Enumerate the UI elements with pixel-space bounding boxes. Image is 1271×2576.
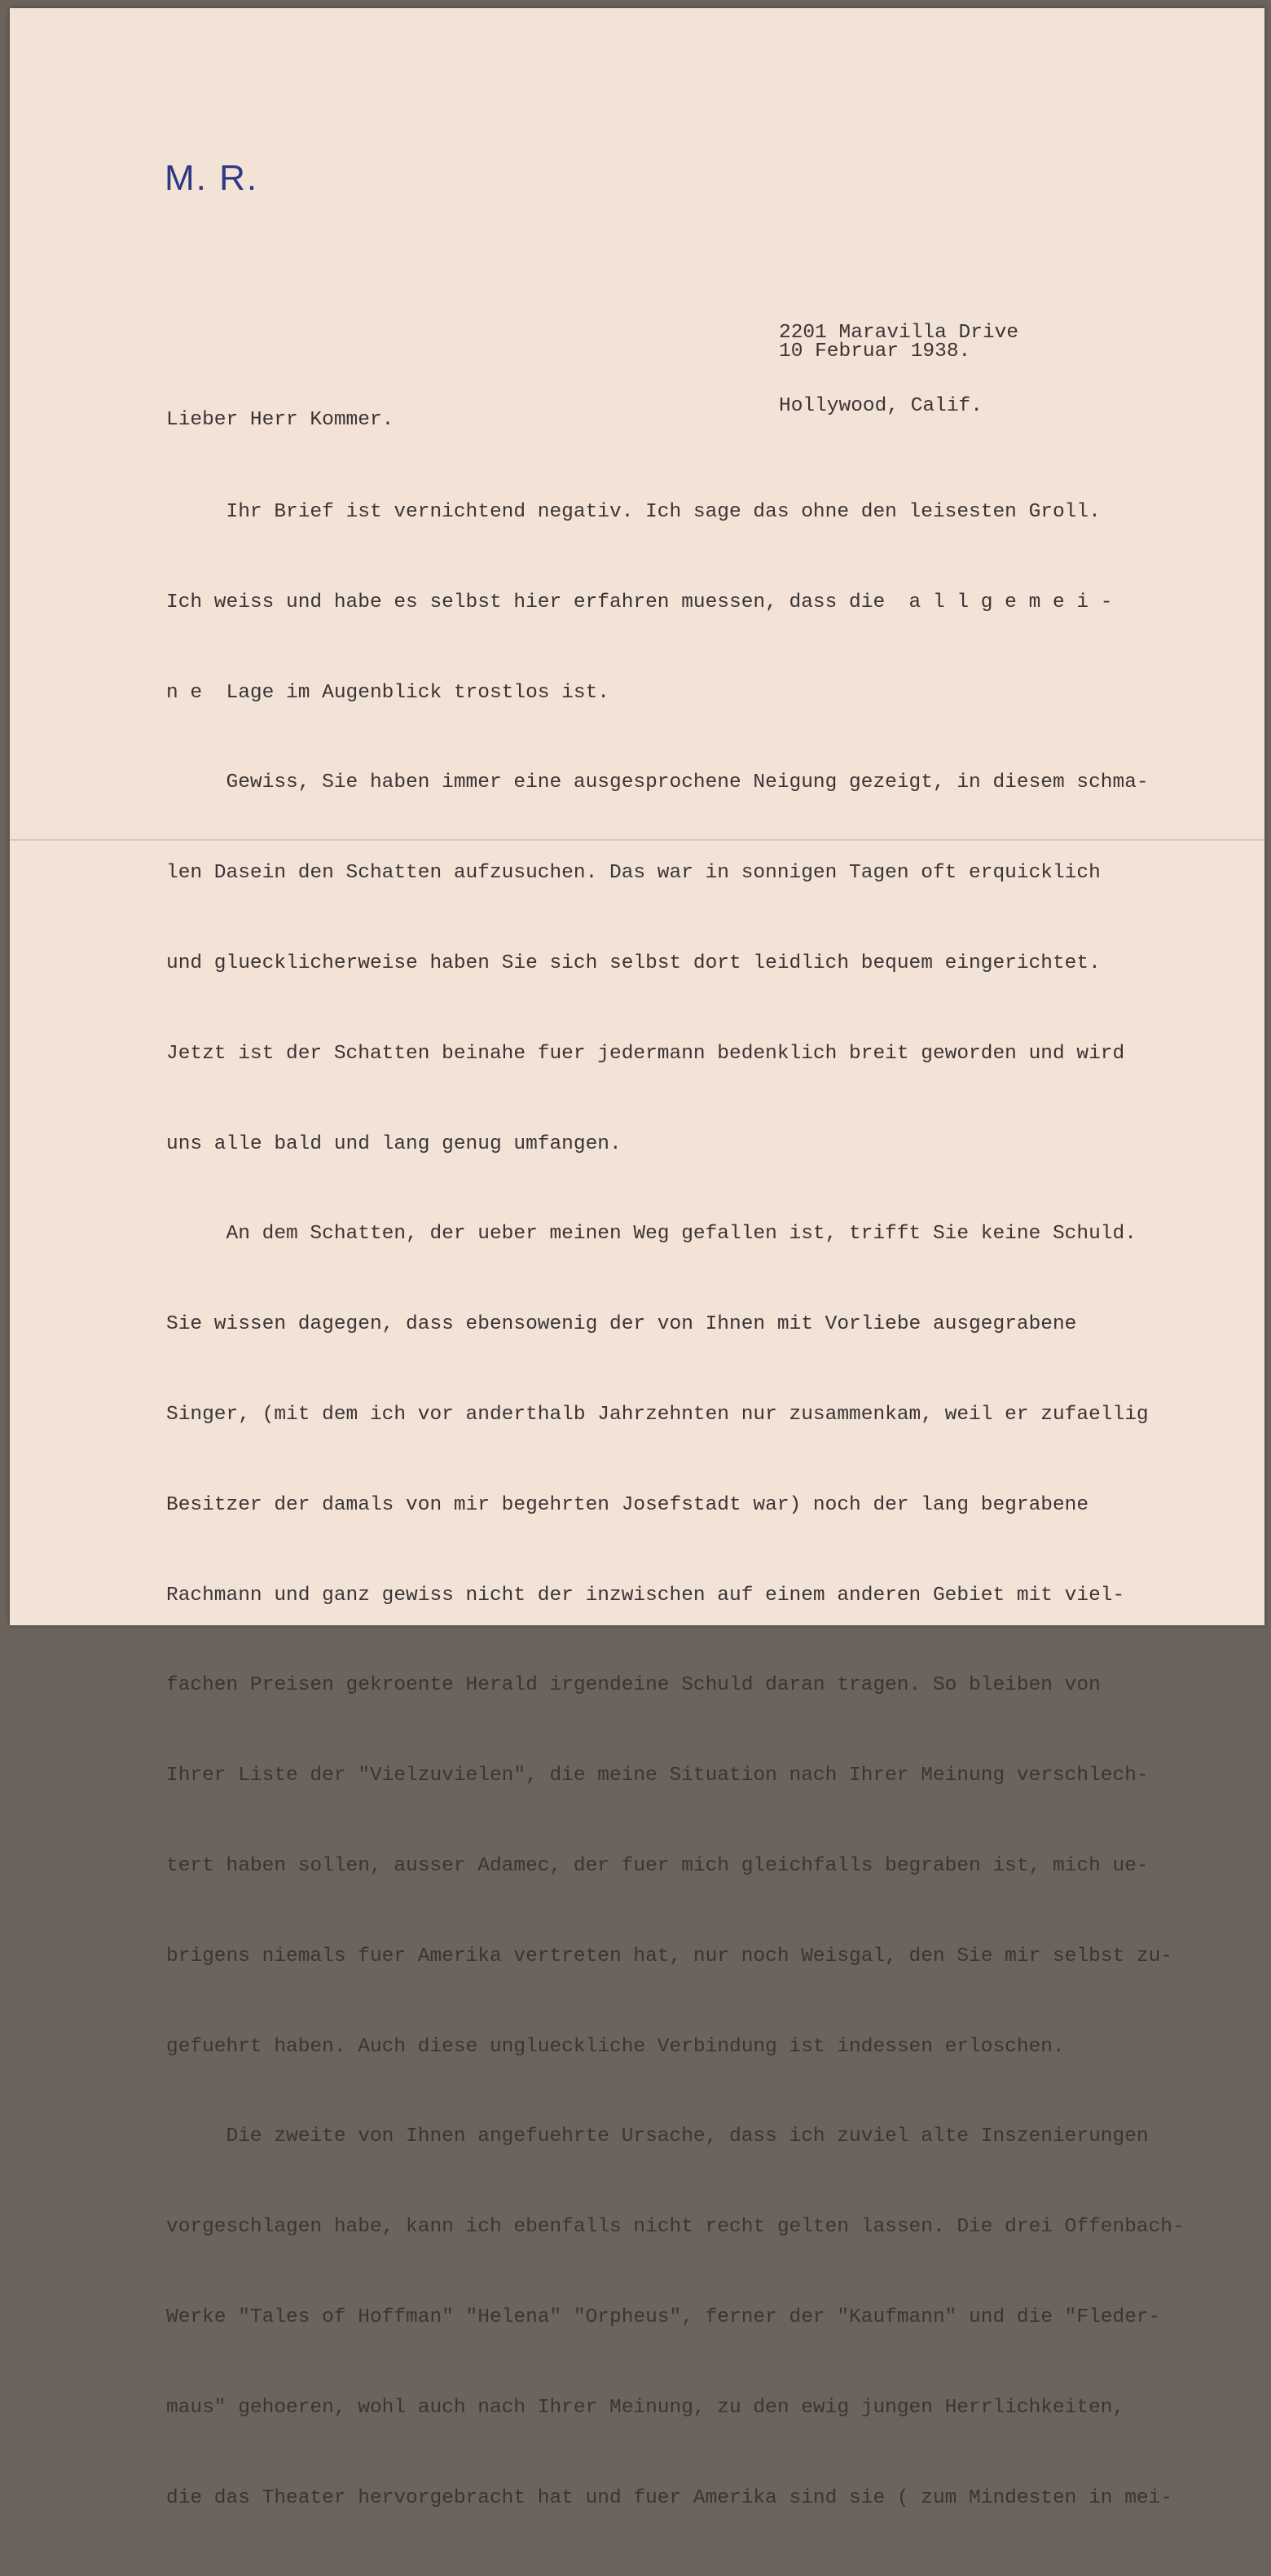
body-line: Ihrer Liste der "Vielzuvielen", die meine Situation nach Ihrer Meinung verschlech- bbox=[166, 1765, 1149, 1787]
letter-page bbox=[10, 8, 1264, 2509]
body-line: Jetzt ist der Schatten beinahe fuer jedermann bedenklich breit geworden und wird bbox=[166, 1042, 1125, 1065]
body-line: len Dasein den Schatten aufzusuchen. Das war in sonnigen Tagen oft erquicklich bbox=[166, 862, 1101, 885]
sender-address bbox=[779, 272, 1018, 468]
address-line-1: 2201 Maravilla Drive bbox=[779, 322, 1019, 344]
body-line: und gluecklicherweise haben Sie sich selbst dort leidlich bequem eingerichtet. bbox=[166, 952, 1101, 974]
body-line: Sie wissen dagegen, dass ebensowenig der von Ihnen mit Vorliebe ausgegrabene bbox=[166, 1313, 1077, 1336]
body-line: Singer, (mit dem ich vor anderthalb Jahrzehnten nur zusammenkam, weil er zufaellig bbox=[166, 1403, 1149, 1426]
body-line: maus" gehoeren, wohl auch nach Ihrer Meinung, zu den ewig jungen Herrlichkeiten, bbox=[166, 2396, 1125, 2419]
body-line: vorgeschlagen habe, kann ich ebenfalls nicht recht gelten lassen. Die drei Offenbach- bbox=[166, 2216, 1185, 2239]
letterhead-monogram: M. R. bbox=[165, 158, 259, 198]
body-line: fachen Preisen gekroente Herald irgendeine Schuld daran tragen. So bleiben von bbox=[166, 1674, 1101, 1697]
salutation: Lieber Herr Kommer. bbox=[166, 409, 394, 431]
body-line: uns alle bald und lang genug umfangen. bbox=[166, 1132, 622, 1155]
body-line: brigens niemals fuer Amerika vertreten hat, nur noch Weisgal, den Sie mir selbst zu- bbox=[166, 1945, 1173, 1967]
body-line: Rachmann und ganz gewiss nicht der inzwischen auf einem anderen Gebiet mit viel- bbox=[166, 1584, 1125, 1607]
body-line: Ihr Brief ist vernichtend negativ. Ich sage das ohne den leisesten Groll. bbox=[166, 501, 1101, 523]
body-line: n e Lage im Augenblick trostlos ist. bbox=[166, 681, 609, 704]
letter-body bbox=[166, 456, 1185, 2576]
body-line: tert haben sollen, ausser Adamec, der fuer mich gleichfalls begraben ist, mich ue- bbox=[166, 1854, 1149, 1877]
body-line: Die zweite von Ihnen angefuehrte Ursache, dass ich zuviel alte Inszenierungen bbox=[166, 2125, 1149, 2148]
body-line: Gewiss, Sie haben immer eine ausgesprochene Neigung gezeigt, in diesem schma- bbox=[166, 771, 1149, 794]
body-line: Werke "Tales of Hoffman" "Helena" "Orpheus", ferner der "Kaufmann" und die "Fleder- bbox=[166, 2306, 1161, 2328]
body-line: An dem Schatten, der ueber meinen Weg gefallen ist, trifft Sie keine Schuld. bbox=[166, 1223, 1137, 1246]
body-line: Ich weiss und habe es selbst hier erfahren muessen, dass die a l l g e m e i - bbox=[166, 591, 1113, 613]
letter-date: 10 Februar 1938. bbox=[779, 341, 971, 363]
body-line: gefuehrt haben. Auch diese unglueckliche Verbindung ist indessen erloschen. bbox=[166, 2035, 1065, 2058]
body-line: die das Theater hervorgebracht hat und fuer Amerika sind sie ( zum Mindesten in mei- bbox=[166, 2486, 1173, 2509]
address-line-2: Hollywood, Calif. bbox=[779, 395, 983, 417]
body-line: Besitzer der damals von mir begehrten Josefstadt war) noch der lang begrabene bbox=[166, 1493, 1089, 1516]
